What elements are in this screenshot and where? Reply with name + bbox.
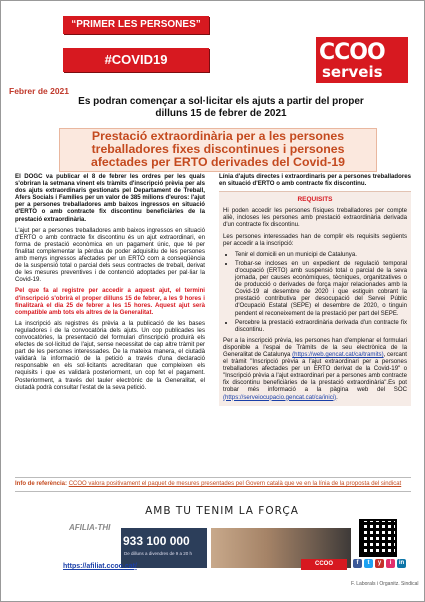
- paragraph-line: Línia d'ajuts directes i extraordinaris per a persones treballadores en situació d'ERTO o amb contracte fix discontinu.: [219, 173, 411, 188]
- facebook-icon[interactable]: f: [353, 559, 362, 568]
- requirements-box: [219, 191, 411, 405]
- qr-code-icon[interactable]: [359, 519, 397, 557]
- phone-hours: De dilluns a divendres de 9 a 20 h: [124, 551, 193, 556]
- list-item: • Percebre la prestació extraordinària derivada d'un contracte fix discontinu.: [235, 319, 407, 333]
- list-item: • Tenir el domicili en un municipi de Catalunya.: [235, 251, 407, 258]
- requirements-title: REQUISITS: [297, 196, 333, 204]
- logo-text-serveis: serveis: [322, 63, 383, 81]
- lead-heading: Es podran començar a sol·licitar els ajuts a partir del proper dilluns 15 de febrer de 2021: [78, 96, 364, 119]
- footer-slogan: AMB TU TENIM LA FORÇA: [145, 505, 299, 517]
- requirements-list: [223, 251, 407, 333]
- paragraph-form: [223, 337, 407, 401]
- tramits-link[interactable]: (https://web.gencat.cat/ca/tramits): [292, 350, 384, 358]
- instagram-icon[interactable]: i: [386, 559, 395, 568]
- afiliat-link[interactable]: https://afiliat.ccoo.cat/: [63, 563, 137, 570]
- reference-info: [15, 477, 411, 492]
- paragraph-description: L'ajut per a persones treballadores amb baixos ingressos en situació d'ERTO o amb contracte fix discontinu és un ajut extraordinari, en forma de prestació econòmica en un pagament únic, que té per finalitat complementar la pèrdua de poder adquisitiu de les persones amb menys ingressos afectades per un ERTO com a conseqüència de la suspensió total o parcial dels seus contractes de treball, derivat de les mesures preventives i de contenció adoptades per pal·liar la Covid-19.: [15, 226, 205, 284]
- requirements-intro: Hi poden accedir les persones físiques treballadores per compte aliè, incloses les persones amb prestació extraordinària derivada d'un contracte fix discontinu.: [223, 207, 407, 229]
- paragraph-procedure: La inscripció als registres és prèvia a la publicació de les bases reguladores i de la convocatòria dels ajuts. Un cop publicades les convocatòries, la presentació del formulari d'inscripció produirà els efectes de sol·licitud de l'ajut, sense necessitat de cap altre tràmit per part de les persones interessades. De la mateixa manera, el ciutadà validarà la informació de la petició a través d'una declaració responsable en els sol·licitants acreditaran que compleixen els requisits i que es validarà posteriorment, un cop fet el pagament. Posteriorment, a través del tauler electrònic de la Generalitat, el ciutadà podrà consultar l'estat de la seva petició.: [15, 319, 205, 391]
- consulta-link[interactable]: https://consulta.ccoo.cat: [134, 569, 199, 575]
- paragraph-deadline: Pel que fa al registre per accedir a aquest ajut, el termini d'inscripció s'obrirà el proper dilluns 15 de febrer, a les 9 hores i finalitzarà el dia 25 de febrer a les 15 hores. Aquest ajut serà compatible amb tots els altres de la Generalitat.: [15, 287, 205, 316]
- main-title: Prestació extraordinària per a les persones treballadores fixes discontinues i persones afectades per ERTO derivades del Covid-19: [90, 129, 345, 169]
- ccoo-small-logo: CCOO: [301, 559, 347, 570]
- phone-number[interactable]: 933 100 000: [123, 534, 190, 548]
- logo-text-ccoo: CCOO: [319, 40, 385, 65]
- left-column: [15, 173, 205, 395]
- soc-link[interactable]: (https://serveiocupacio.gencat.cat/ca/inici): [223, 393, 337, 401]
- footer-signature: F. Laborals i Organitz. Sindical: [351, 581, 419, 587]
- linkedin-icon[interactable]: in: [398, 560, 405, 566]
- info-link[interactable]: CCOO valora positivament el paquet de mesures presentades pel Govern català que ve en la línia de la proposta del sindicat: [68, 481, 402, 487]
- form-text-c: .: [336, 393, 338, 401]
- youtube-icon[interactable]: y: [375, 559, 384, 568]
- publication-date: Febrer de 2021: [9, 86, 70, 96]
- form-text-b: , cercant el tràmit "Inscripció prèvia a l'ajut extraordinari per a persones treballadores afectades per un ERTO derivat de la Covid-19" o "Inscripció prèvia a l'ajut extraordinari per a persones amb contracte fix discontinu beneficiàries de la prestació extraordinària".Es pot trobar més informació a la pàgina web del SOC: [223, 350, 407, 394]
- info-label: Info de referència:: [15, 481, 68, 487]
- ccoo-serveis-logo: [316, 37, 408, 83]
- afilia-label: AFILIA-THI: [69, 523, 111, 532]
- form-text-a: Per a la inscripció prèvia, les persones han d'emplenar el formulari disponible a l'espai de Tràmits de la seu electrònica de la Generalitat de Catalunya: [223, 336, 407, 358]
- twitter-icon[interactable]: t: [364, 559, 373, 568]
- hashtag-badge: #COVID19: [63, 48, 209, 72]
- social-icons: [353, 559, 413, 568]
- list-item: • Trobar-se incloses en un expedient de regulació temporal d'ocupació (ERTO) amb suspensió total o parcial de la seva jornada, per causes econòmiques, tècniques, organitzatives o de producció o derivades de força major relacionades amb la Covid-19 al desembre de 2020 i que estiguin cobrant la prestació contributiva per desocupació del Servei Públic d'Ocupació Estatal (SEPE) el desembre de 2020, o tinguin pendent el reconeixement de la prestació per part del SEPE.: [235, 260, 407, 317]
- requirements-lead: Les persones interessades han de complir els requisits següents per accedir a la inscripció:: [223, 232, 407, 247]
- paragraph-intro: El DOGC va publicar el 8 de febrer les ordres per les quals s'obriran la setmana vinent els tràmits d'inscripció prèvia per als dos ajuts extraordinaris gestionats pel Departament de Treball, Afers Socials i Famílies per un valor de 385 milions d'euros: l'ajut per a persones treballadores amb baixos ingressos en situació d'ERTO o amb contracte fix discontinu beneficiàries de la prestació extraordinària.: [15, 173, 205, 223]
- slogan-badge: “PRIMER LES PERSONES”: [63, 16, 209, 34]
- right-column: [219, 173, 411, 406]
